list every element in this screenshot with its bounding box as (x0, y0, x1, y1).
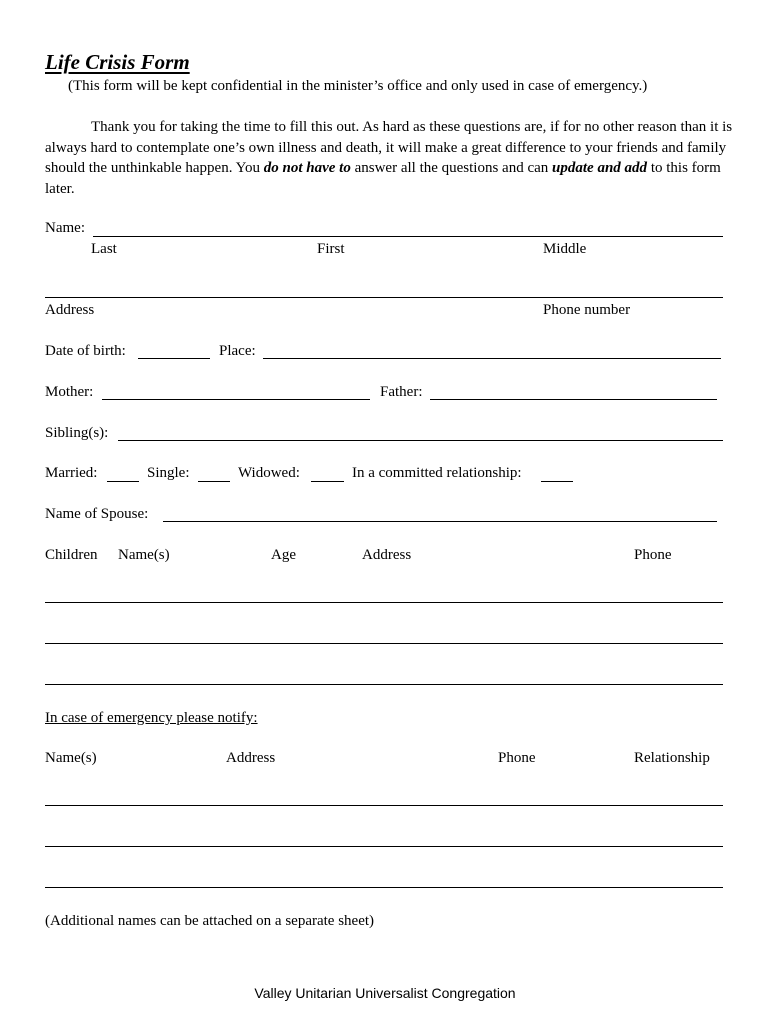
father-field[interactable] (430, 399, 717, 400)
spouse-field[interactable] (163, 521, 717, 522)
emergency-address-header: Address (226, 750, 276, 766)
siblings-field[interactable] (118, 440, 723, 441)
single-field[interactable] (198, 481, 230, 482)
name-first-caption: First (317, 241, 345, 257)
mother-label: Mother: (45, 384, 94, 400)
mother-field[interactable] (102, 399, 370, 400)
additional-names-note: (Additional names can be attached on a separate sheet) (45, 913, 375, 929)
emergency-entry-line[interactable] (45, 805, 723, 806)
name-label: Name: (45, 220, 85, 236)
confidentiality-note: (This form will be kept confidential in the minister’s office and only used in case of emergency.) (68, 78, 648, 94)
name-last-caption: Last (91, 241, 117, 257)
emergency-names-header: Name(s) (45, 750, 97, 766)
emergency-heading: In case of emergency please notify: (45, 710, 258, 726)
committed-relationship-label: In a committed relationship: (352, 465, 522, 481)
emergency-entry-line[interactable] (45, 887, 723, 888)
date-of-birth-label: Date of birth: (45, 343, 126, 359)
children-entry-line[interactable] (45, 602, 723, 603)
date-of-birth-field[interactable] (138, 358, 210, 359)
emergency-phone-header: Phone (498, 750, 536, 766)
name-field[interactable] (93, 236, 723, 237)
children-entry-line[interactable] (45, 643, 723, 644)
emergency-entry-line[interactable] (45, 846, 723, 847)
form-title: Life Crisis Form (45, 50, 190, 74)
children-phone-header: Phone (634, 547, 672, 563)
children-address-header: Address (362, 547, 412, 563)
married-field[interactable] (107, 481, 139, 482)
emergency-relationship-header: Relationship (634, 750, 710, 766)
father-label: Father: (380, 384, 423, 400)
intro-paragraph: Thank you for taking the time to fill this out. As hard as these questions are, if for no other reason than it is always hard to contemplate one’s own illness and death, it will make a great difference to your friends and family should the unthinkable happen. You do not have to answer all the questions and can update and add to this form later. (45, 119, 733, 197)
children-entry-line[interactable] (45, 684, 723, 685)
children-label: Children (45, 547, 98, 563)
emphasis-update: update and add (552, 160, 648, 176)
children-age-header: Age (271, 547, 296, 563)
emphasis-not-required: do not have to (263, 160, 351, 176)
children-names-header: Name(s) (118, 547, 170, 563)
footer-congregation: Valley Unitarian Universalist Congregation (254, 985, 516, 1001)
address-field[interactable] (45, 297, 723, 298)
married-label: Married: (45, 465, 98, 481)
widowed-field[interactable] (311, 481, 344, 482)
spouse-label: Name of Spouse: (45, 506, 149, 522)
name-middle-caption: Middle (543, 241, 587, 257)
phone-number-caption: Phone number (543, 302, 631, 318)
single-label: Single: (147, 465, 190, 481)
place-label: Place: (219, 343, 256, 359)
place-of-birth-field[interactable] (263, 358, 721, 359)
committed-relationship-field[interactable] (541, 481, 573, 482)
widowed-label: Widowed: (238, 465, 300, 481)
siblings-label: Sibling(s): (45, 425, 109, 441)
address-caption: Address (45, 302, 95, 318)
